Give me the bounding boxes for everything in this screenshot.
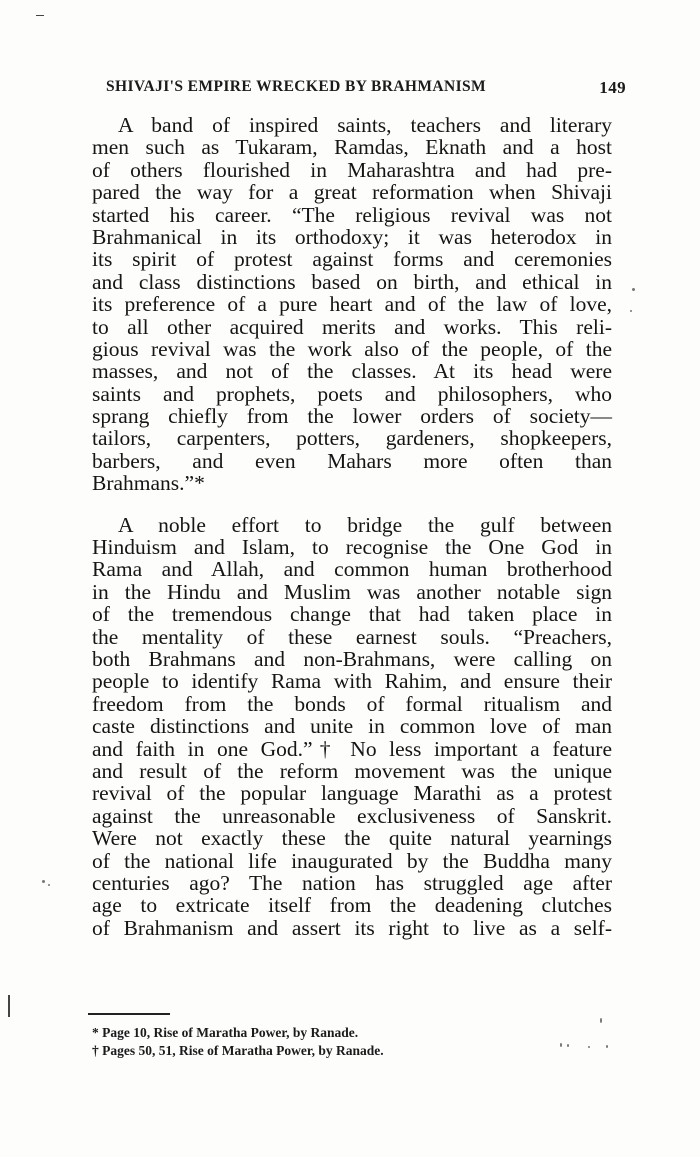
text-line: saints and prophets, poets and philosophers, who	[92, 381, 612, 406]
text-line: revival of the popular language Marathi as a protest	[92, 781, 612, 806]
text-line: its spirit of protest against forms and ceremonies	[92, 247, 612, 272]
text-line: Rama and Allah, and common human brotherhood	[92, 557, 612, 582]
body-text	[92, 114, 612, 939]
scan-speck	[600, 1018, 602, 1023]
paragraph-gap	[92, 495, 612, 514]
text-line: and faith in one God.”† No less important a feature	[92, 736, 612, 761]
scan-speck	[42, 880, 45, 883]
scan-speck	[630, 310, 632, 312]
text-line: A noble effort to bridge the gulf between	[118, 512, 612, 537]
text-line: the mentality of these earnest souls. “Preachers,	[92, 624, 612, 649]
text-line: of Brahmanism and assert its right to live as a self-	[92, 915, 612, 940]
text-line: and result of the reform movement was the unique	[92, 758, 612, 783]
text-line: A band of inspired saints, teachers and literary	[118, 113, 612, 137]
text-line: sprang chiefly from the lower orders of society—	[92, 404, 612, 429]
text-line: men such as Tukaram, Ramdas, Eknath and a host	[92, 135, 612, 160]
text-line: of the tremendous change that had taken place in	[92, 602, 612, 627]
text-line: to all other acquired merits and works. This reli-	[92, 314, 612, 339]
text-line: people to identify Rama with Rahim, and ensure their	[92, 669, 612, 694]
footnote-rule	[88, 1013, 170, 1015]
text-line: tailors, carpenters, potters, gardeners, shopkeepers,	[92, 426, 612, 451]
page-number: 149	[599, 78, 626, 97]
text-line: Brahmans.”*	[92, 471, 205, 496]
text-line: and class distinctions based on birth, and ethical in	[92, 269, 612, 294]
running-head	[106, 78, 626, 102]
running-head-title: SHIVAJI'S EMPIRE WRECKED BY BRAHMANISM	[106, 78, 487, 95]
text-line: against the unreasonable exclusiveness of Sanskrit.	[92, 803, 612, 828]
footnote: * Page 10, Rise of Maratha Power, by Ranade.	[92, 1025, 359, 1040]
text-line: of the national life inaugurated by the Buddha many	[92, 848, 612, 873]
footnote: † Pages 50, 51, Rise of Maratha Power, by Ranade.	[92, 1043, 384, 1058]
paragraph	[92, 114, 612, 495]
text-line: its preference of a pure heart and of the law of love,	[92, 292, 612, 317]
scan-edge-mark	[36, 15, 44, 16]
text-line: both Brahmans and non-Brahmans, were calling on	[92, 646, 612, 671]
text-line: pared the way for a great reformation when Shivaji	[92, 180, 612, 205]
text-line: age to extricate itself from the deadening clutches	[92, 893, 612, 918]
text-line: centuries ago? The nation has struggled age after	[92, 870, 612, 895]
scan-speck	[588, 1046, 590, 1048]
footnotes	[92, 1024, 552, 1060]
scan-edge-mark	[8, 995, 10, 1017]
text-line: freedom from the bonds of formal ritualism and	[92, 691, 612, 716]
scan-speck	[560, 1043, 562, 1047]
text-line: in the Hindu and Muslim was another notable sign	[92, 579, 612, 604]
text-line: Hinduism and Islam, to recognise the One God in	[92, 535, 612, 560]
paragraph	[92, 514, 612, 939]
text-line: started his career. “The religious revival was not	[92, 202, 612, 227]
scan-speck	[632, 288, 635, 291]
text-line: gious revival was the work also of the people, of the	[92, 336, 612, 361]
text-line: Were not exactly these the quite natural yearnings	[92, 826, 612, 851]
text-line: Brahmanical in its orthodoxy; it was heterodox in	[92, 224, 612, 249]
scan-speck	[567, 1044, 569, 1047]
scan-speck	[606, 1045, 608, 1048]
text-line: barbers, and even Mahars more often than	[92, 448, 612, 473]
scan-speck	[48, 884, 50, 886]
text-line: caste distinctions and unite in common love of man	[92, 714, 612, 739]
text-line: of others flourished in Maharashtra and had pre-	[92, 157, 612, 182]
text-line: masses, and not of the classes. At its head were	[92, 359, 612, 384]
